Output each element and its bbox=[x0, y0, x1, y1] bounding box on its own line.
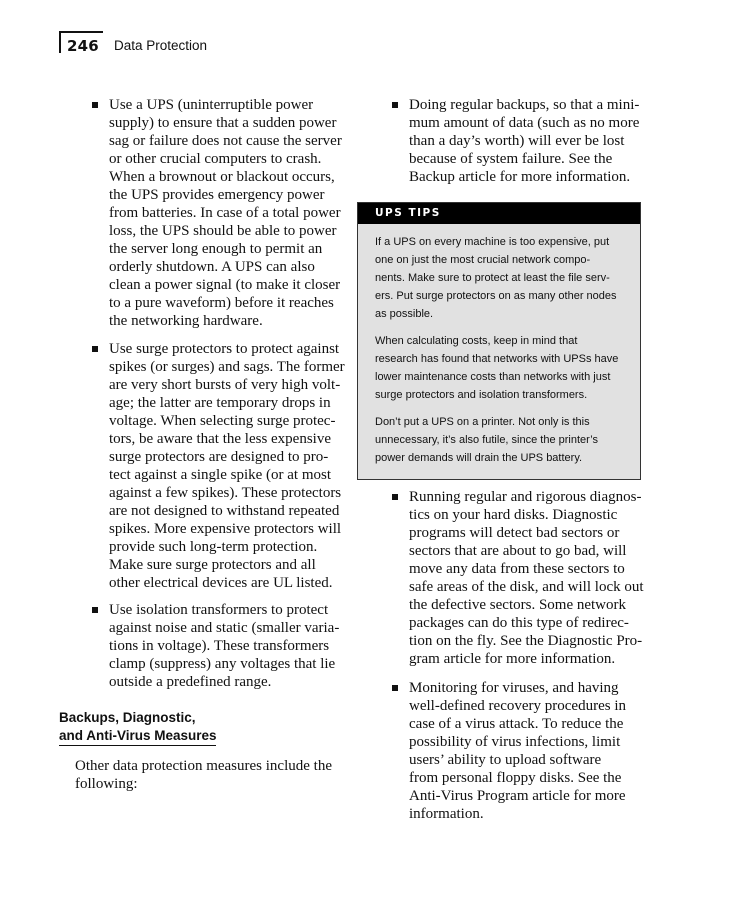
text-line: spikes. More expensive protectors will bbox=[109, 521, 342, 537]
list-item-text bbox=[109, 340, 345, 592]
text-line: Use isolation transformers to protect bbox=[109, 602, 329, 618]
text-line: following: bbox=[75, 776, 138, 792]
list-item-text bbox=[409, 488, 644, 668]
text-line: Use a UPS (uninterruptible power bbox=[109, 97, 314, 113]
list-item-text bbox=[109, 601, 339, 691]
text-line: spikes (or surges) and sags. The former bbox=[109, 359, 345, 375]
text-line: Make sure surge protectors and all bbox=[109, 557, 316, 573]
text-line: information. bbox=[409, 806, 484, 822]
text-line: well-defined recovery procedures in bbox=[409, 698, 626, 714]
bullet-square-icon bbox=[392, 102, 398, 108]
sidebar-paragraph bbox=[375, 413, 598, 467]
text-line: Running regular and rigorous diagnos- bbox=[409, 489, 642, 505]
text-line: research has found that networks with UPSs have bbox=[375, 353, 619, 365]
text-line: loss, the UPS should be able to power bbox=[109, 223, 337, 239]
text-line: the defective sectors. Some network bbox=[409, 597, 627, 613]
intro-paragraph bbox=[75, 757, 332, 793]
text-line: sectors that are about to go bad, will bbox=[409, 543, 627, 559]
sidebar-title-bar bbox=[358, 203, 640, 224]
bullet-square-icon bbox=[392, 685, 398, 691]
bullet-square-icon bbox=[92, 346, 98, 352]
text-line: When calculating costs, keep in mind that bbox=[375, 335, 578, 347]
text-line: tion on the fly. See the Diagnostic Pro- bbox=[409, 633, 643, 649]
ups-tips-sidebar bbox=[357, 202, 641, 480]
text-line: clamp (suppress) any voltages that lie bbox=[109, 656, 336, 672]
list-item-text bbox=[409, 96, 639, 186]
list-item-text bbox=[409, 679, 626, 823]
text-line: lower maintenance costs than networks with just bbox=[375, 371, 611, 383]
text-line: than a day’s worth) will ever be lost bbox=[409, 133, 625, 149]
text-line: Anti-Virus Program article for more bbox=[409, 788, 626, 804]
list-item-text bbox=[109, 96, 342, 330]
text-line: tions in voltage). These transformers bbox=[109, 638, 330, 654]
text-line: Use surge protectors to protect against bbox=[109, 341, 340, 357]
text-line: ers. Put surge protectors on as many other nodes bbox=[375, 290, 617, 302]
section-heading-line: and Anti-Virus Measures bbox=[59, 728, 217, 743]
page-number: 246 bbox=[67, 37, 99, 55]
text-line: the server long enough to permit an bbox=[109, 241, 323, 257]
text-line: If a UPS on every machine is too expensive, put bbox=[375, 236, 610, 248]
sidebar-title: UPS TIPS bbox=[375, 207, 441, 219]
text-line: Doing regular backups, so that a mini- bbox=[409, 97, 640, 113]
section-heading-line: Backups, Diagnostic, bbox=[59, 710, 196, 725]
text-line: possibility of virus infections, limit bbox=[409, 734, 621, 750]
text-line: one on just the most crucial network compo- bbox=[375, 254, 591, 266]
text-line: from personal floppy disks. See the bbox=[409, 770, 622, 786]
header-corner-rule-horizontal bbox=[59, 31, 103, 33]
text-line: mum amount of data (such as no more bbox=[409, 115, 640, 131]
text-line: Backup article for more information. bbox=[409, 169, 631, 185]
bullet-square-icon bbox=[392, 494, 398, 500]
running-title: Data Protection bbox=[114, 38, 208, 53]
text-line: as possible. bbox=[375, 308, 434, 320]
text-line: surge protectors are designed to pro- bbox=[109, 449, 329, 465]
section-heading bbox=[59, 709, 217, 745]
header-corner-rule-vertical bbox=[59, 31, 61, 53]
text-line: or other crucial computers to crash. bbox=[109, 151, 322, 167]
text-line: supply) to ensure that a sudden power bbox=[109, 115, 337, 131]
text-line: orderly shutdown. A UPS can also bbox=[109, 259, 315, 275]
text-line: provide such long-term protection. bbox=[109, 539, 318, 555]
sidebar-paragraph bbox=[375, 233, 617, 323]
text-line: against a few spikes). These protectors bbox=[109, 485, 342, 501]
text-line: clean a power signal (to make it closer bbox=[109, 277, 341, 293]
text-line: outside a predefined range. bbox=[109, 674, 272, 690]
text-line: users’ ability to upload software bbox=[409, 752, 602, 768]
text-line: Other data protection measures include the bbox=[75, 758, 332, 774]
text-line: sag or failure does not cause the server bbox=[109, 133, 342, 149]
text-line: unnecessary, it’s also futile, since the printer’s bbox=[375, 434, 598, 446]
text-line: packages can do this type of redirec- bbox=[409, 615, 629, 631]
text-line: move any data from these sectors to bbox=[409, 561, 625, 577]
text-line: case of a virus attack. To reduce the bbox=[409, 716, 624, 732]
text-line: voltage. When selecting surge protec- bbox=[109, 413, 336, 429]
text-line: age; the latter are temporary drops in bbox=[109, 395, 331, 411]
section-heading-rule bbox=[59, 745, 216, 746]
text-line: tect against a single spike (or at most bbox=[109, 467, 332, 483]
text-line: the networking hardware. bbox=[109, 313, 263, 329]
text-line: are very short bursts of very high volt- bbox=[109, 377, 341, 393]
text-line: other electrical devices are UL listed. bbox=[109, 575, 333, 591]
text-line: gram article for more information. bbox=[409, 651, 616, 667]
text-line: surge protectors and isolation transformers. bbox=[375, 389, 588, 401]
sidebar-paragraph bbox=[375, 332, 618, 404]
text-line: to a pure waveform) before it reaches bbox=[109, 295, 334, 311]
text-line: power demands will drain the UPS battery. bbox=[375, 452, 583, 464]
text-line: Monitoring for viruses, and having bbox=[409, 680, 619, 696]
text-line: from batteries. In case of a total power bbox=[109, 205, 341, 221]
text-line: safe areas of the disk, and will lock out bbox=[409, 579, 644, 595]
text-line: are not designed to withstand repeated bbox=[109, 503, 340, 519]
bullet-square-icon bbox=[92, 102, 98, 108]
bullet-square-icon bbox=[92, 607, 98, 613]
text-line: When a brownout or blackout occurs, bbox=[109, 169, 335, 185]
text-line: tors, be aware that the less expensive bbox=[109, 431, 332, 447]
text-line: against noise and static (smaller varia- bbox=[109, 620, 340, 636]
text-line: nents. Make sure to protect at least the file serv- bbox=[375, 272, 610, 284]
text-line: the UPS provides emergency power bbox=[109, 187, 325, 203]
text-line: programs will detect bad sectors or bbox=[409, 525, 620, 541]
text-line: Don’t put a UPS on a printer. Not only is this bbox=[375, 416, 590, 428]
text-line: tics on your hard disks. Diagnostic bbox=[409, 507, 618, 523]
text-line: because of system failure. See the bbox=[409, 151, 613, 167]
